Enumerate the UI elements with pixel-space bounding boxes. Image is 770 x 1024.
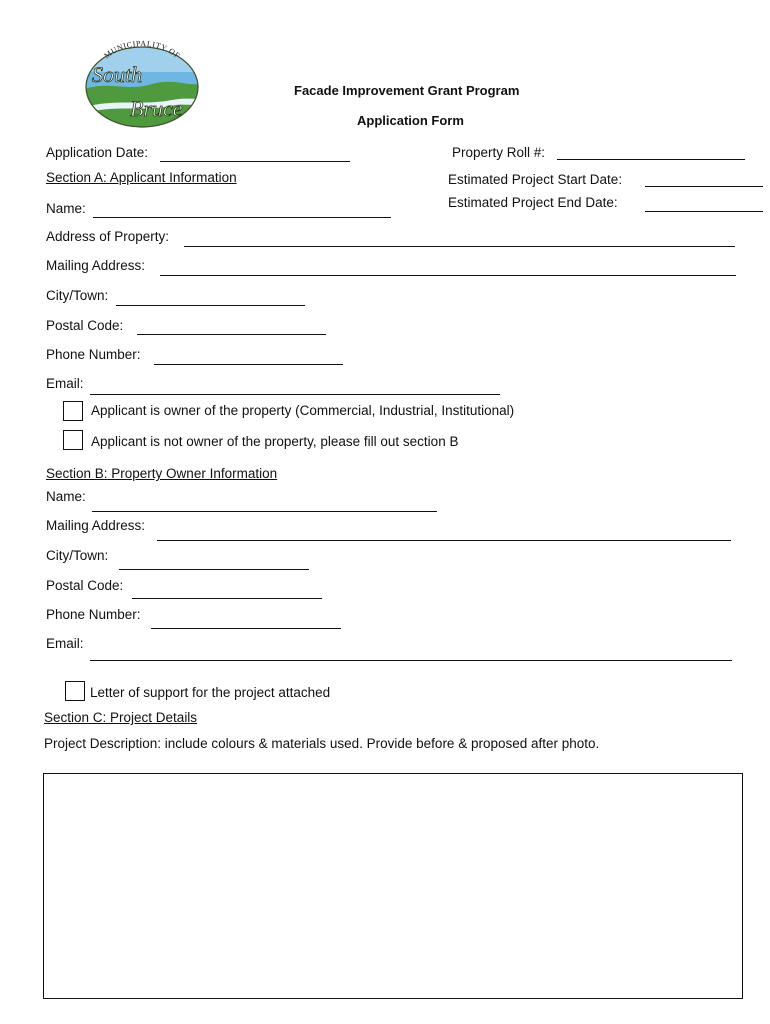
applicant-name-field[interactable]: [93, 217, 391, 218]
applicant-postal-field[interactable]: [137, 334, 326, 335]
section-a-heading: Section A: Applicant Information: [46, 170, 237, 185]
form-title: Facade Improvement Grant Program: [294, 83, 520, 98]
applicant-city-field[interactable]: [116, 305, 305, 306]
section-b-heading: Section B: Property Owner Information: [46, 466, 278, 481]
not-owner-checkbox[interactable]: [63, 430, 83, 450]
owner-email-label: Email:: [46, 636, 84, 651]
owner-phone-label: Phone Number:: [46, 607, 141, 622]
owner-postal-label: Postal Code:: [46, 578, 124, 593]
end-date-field[interactable]: [645, 211, 763, 212]
applicant-mailing-field[interactable]: [160, 275, 736, 276]
not-owner-checkbox-label: Applicant is not owner of the property, please fill out section B: [91, 434, 459, 449]
applicant-phone-label: Phone Number:: [46, 347, 141, 362]
application-date-field[interactable]: [160, 161, 350, 162]
owner-email-field[interactable]: [90, 660, 732, 661]
applicant-mailing-label: Mailing Address:: [46, 258, 146, 273]
owner-checkbox[interactable]: [63, 401, 83, 421]
owner-name-label: Name:: [46, 489, 86, 504]
property-address-label: Address of Property:: [46, 229, 170, 244]
application-date-label: Application Date:: [46, 145, 149, 160]
logo-word-bruce: Bruce: [130, 96, 183, 121]
owner-checkbox-label: Applicant is owner of the property (Commercial, Industrial, Institutional): [91, 403, 515, 418]
applicant-postal-label: Postal Code:: [46, 318, 124, 333]
owner-mailing-field[interactable]: [157, 540, 731, 541]
form-subtitle: Application Form: [357, 113, 464, 128]
applicant-phone-field[interactable]: [154, 364, 343, 365]
start-date-field[interactable]: [645, 186, 763, 187]
owner-mailing-label: Mailing Address:: [46, 518, 146, 533]
property-roll-field[interactable]: [557, 159, 745, 160]
property-roll-label: Property Roll #:: [452, 145, 546, 160]
owner-city-label: City/Town:: [46, 548, 109, 563]
end-date-label: Estimated Project End Date:: [448, 195, 618, 210]
property-address-field[interactable]: [184, 246, 735, 247]
applicant-name-label: Name:: [46, 201, 86, 216]
owner-phone-field[interactable]: [151, 628, 341, 629]
applicant-city-label: City/Town:: [46, 288, 109, 303]
owner-name-field[interactable]: [92, 511, 437, 512]
municipality-logo: [82, 40, 202, 130]
logo-word-south: South: [92, 62, 143, 87]
logo-top-text: MUNICIPALITY OF: [102, 40, 182, 61]
owner-postal-field[interactable]: [132, 598, 322, 599]
project-description-box[interactable]: [43, 773, 743, 999]
applicant-email-label: Email:: [46, 376, 84, 391]
support-letter-checkbox[interactable]: [65, 681, 85, 701]
support-letter-label: Letter of support for the project attached: [90, 685, 331, 700]
owner-city-field[interactable]: [119, 569, 309, 570]
project-description-prompt: Project Description: include colours & materials used. Provide before & proposed after photo.: [44, 736, 600, 751]
section-c-heading: Section C: Project Details: [44, 710, 198, 725]
applicant-email-field[interactable]: [90, 394, 500, 395]
start-date-label: Estimated Project Start Date:: [448, 172, 623, 187]
